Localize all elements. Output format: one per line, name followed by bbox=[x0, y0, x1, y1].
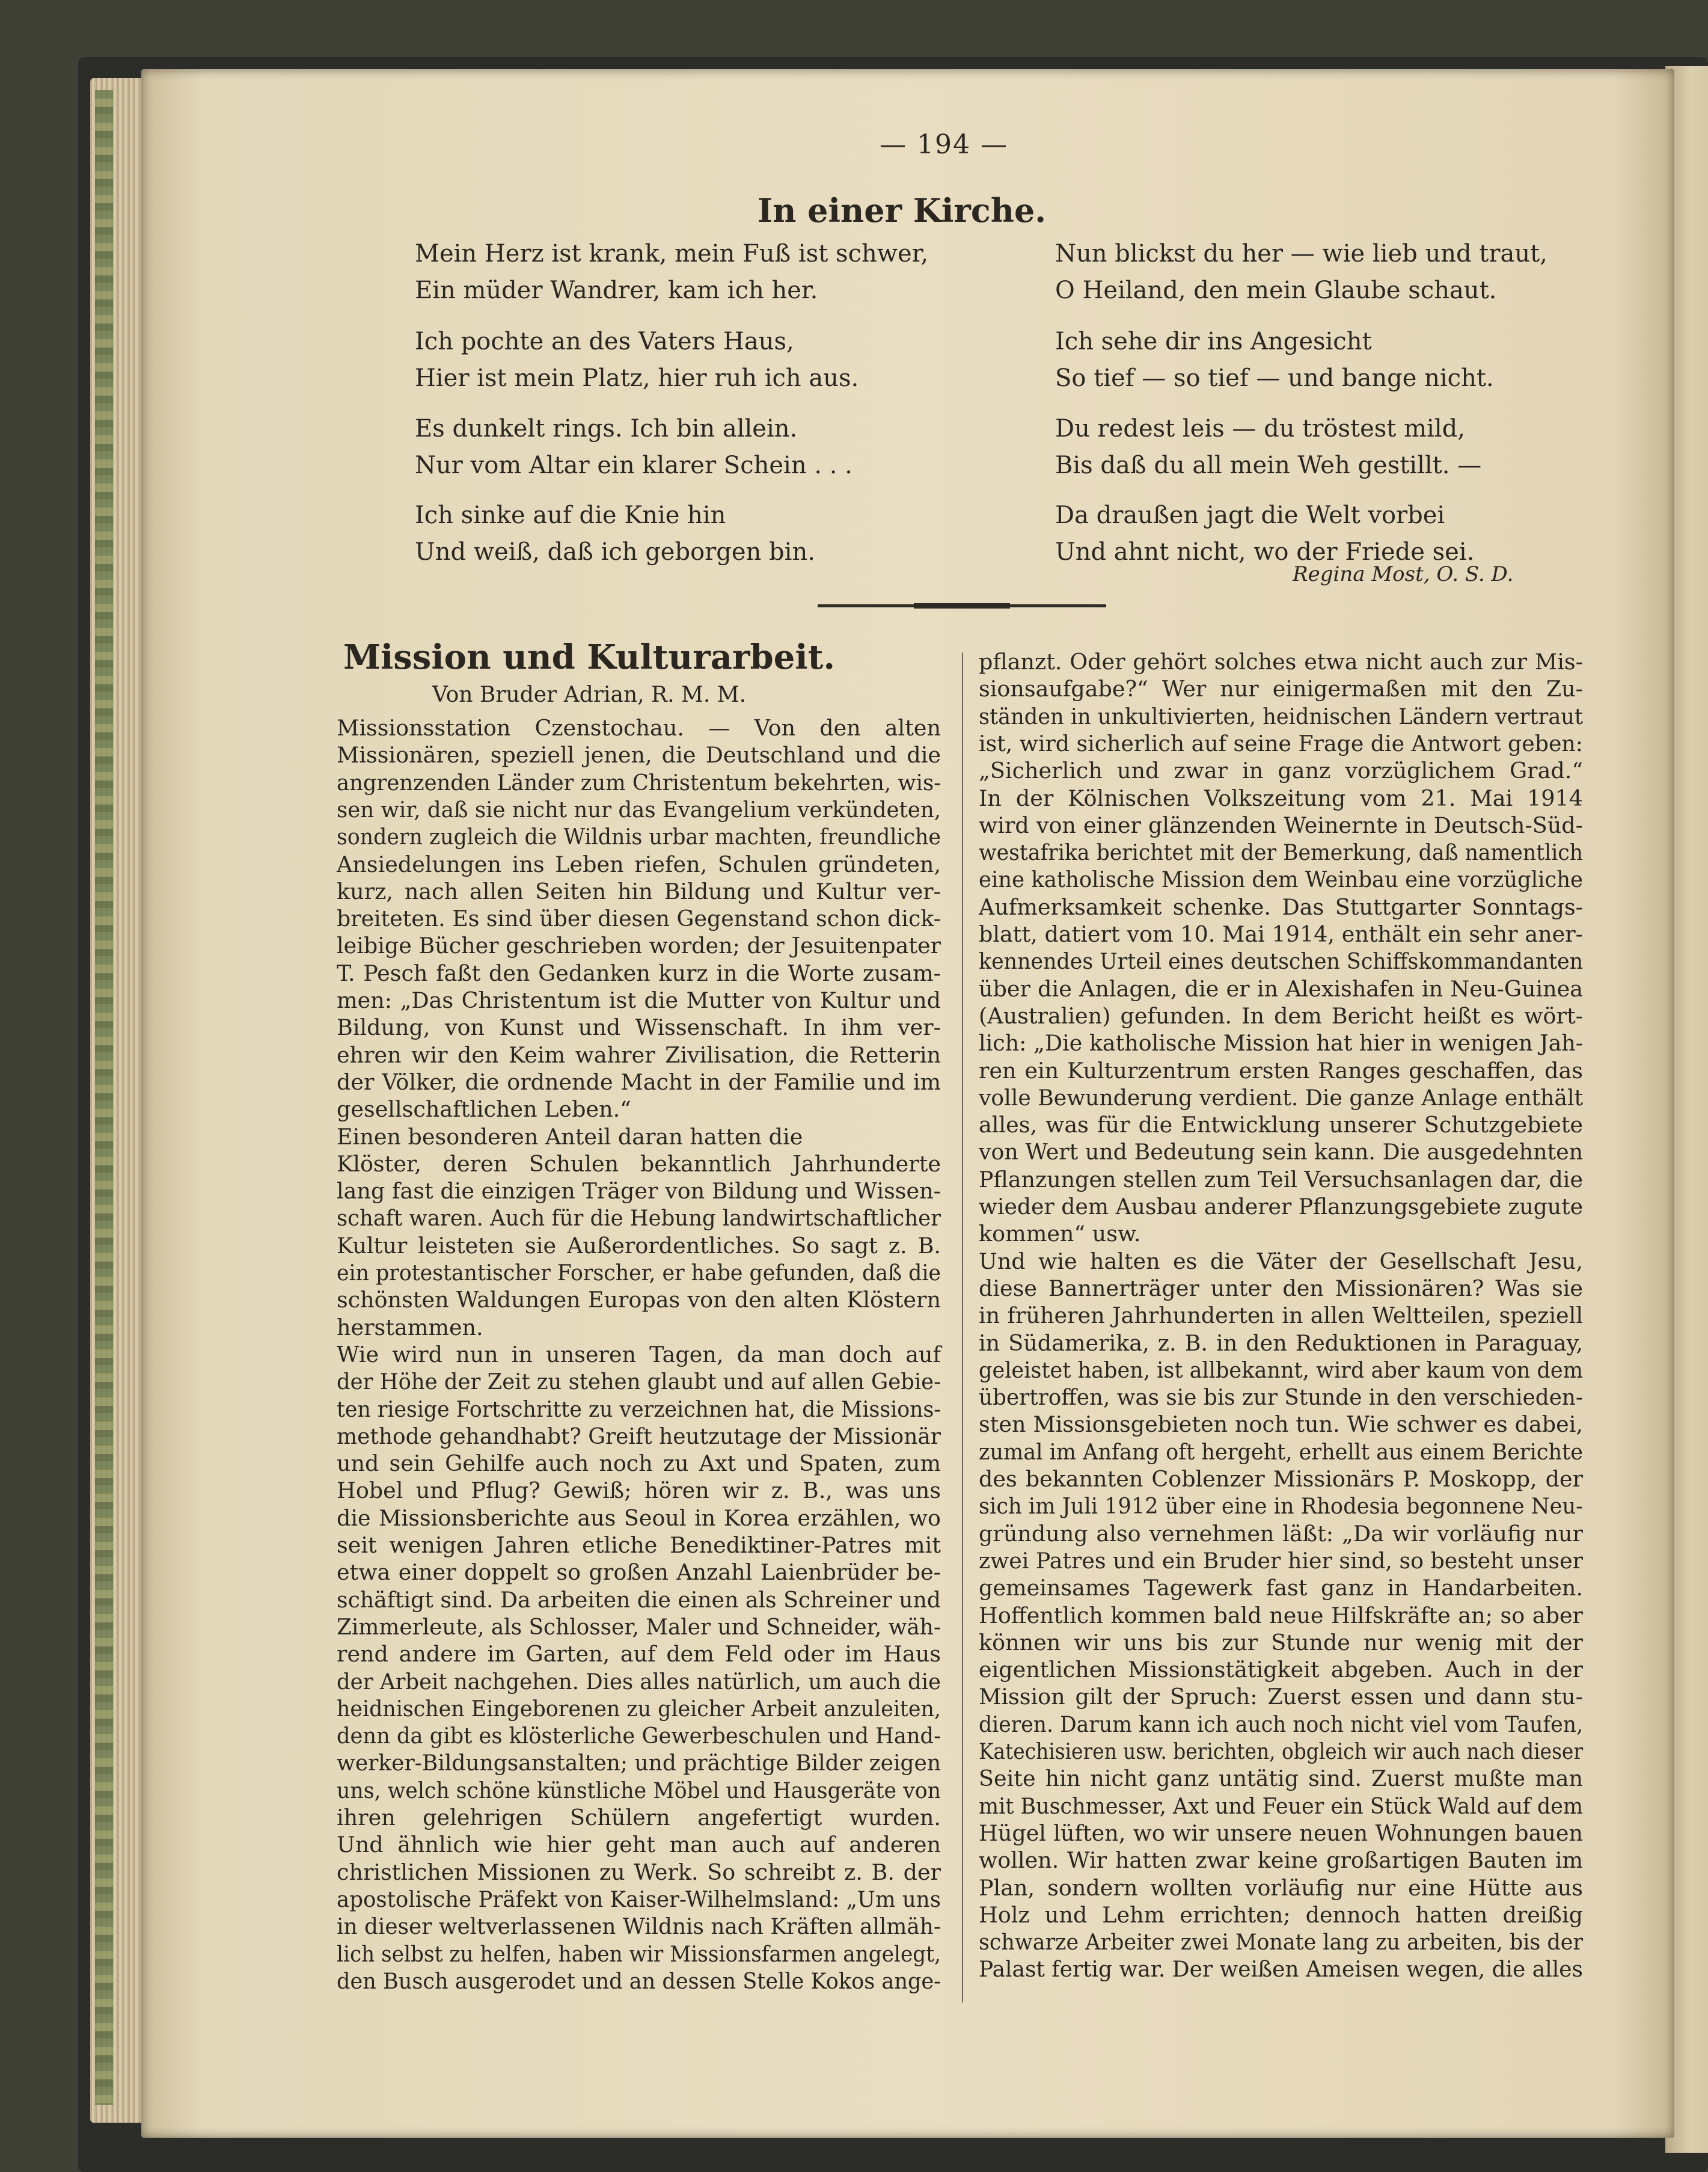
article-text-line: Missionären, speziell jenen, die Deutschland und die bbox=[337, 742, 941, 768]
page-number: — 194 — bbox=[880, 129, 1008, 160]
article-text-line: und sein Gehilfe auch noch zu Axt und Spaten, zum bbox=[337, 1450, 941, 1477]
article-text-line: Holz und Lehm errichten; dennoch hatten dreißig bbox=[979, 1901, 1583, 1928]
poem-line: Nun blickst du her — wie lieb und traut, bbox=[1055, 240, 1547, 268]
article-text-line: kennendes Urteil eines deutschen Schiffskommandanten bbox=[979, 948, 1583, 975]
article-text-line: dieren. Darum kann ich auch noch nicht viel vom Taufen, bbox=[979, 1711, 1583, 1737]
poem-stanza-right-2 bbox=[1055, 324, 1494, 397]
poem-line: Ich sinke auf die Knie hin bbox=[415, 502, 726, 529]
article-text-line: christlichen Missionen zu Werk. So schreibt z. B. der bbox=[337, 1859, 941, 1885]
article-text-line: Einen besonderen Anteil daran hatten die bbox=[337, 1123, 803, 1150]
marbled-spine bbox=[95, 90, 113, 2105]
article-text-line: eine katholische Mission dem Weinbau eine vorzügliche bbox=[979, 867, 1583, 893]
poem-line: Es dunkelt rings. Ich bin allein. bbox=[415, 415, 798, 443]
article-text-line: sondern zugleich die Wildnis urbar machten, freundliche bbox=[337, 824, 941, 850]
article-text-line: zwei Patres und ein Bruder hier sind, so besteht unser bbox=[979, 1547, 1583, 1574]
poem-line: Nur vom Altar ein klarer Schein . . . bbox=[415, 452, 852, 479]
article-text-line: herstammen. bbox=[337, 1314, 483, 1340]
poem-line: Mein Herz ist krank, mein Fuß ist schwer, bbox=[415, 240, 929, 268]
poem-line: Und weiß, daß ich geborgen bin. bbox=[415, 538, 815, 566]
poem-stanza-left-2 bbox=[415, 324, 859, 397]
article-text-line: den Busch ausgerodet und an dessen Stelle Kokos ange- bbox=[337, 1968, 941, 1994]
article-text-line: von Wert und Bedeutung sein kann. Die ausgedehnten bbox=[979, 1139, 1584, 1165]
article-text-line: Hügel lüften, wo wir unsere neuen Wohnungen bauen bbox=[979, 1820, 1583, 1846]
article-text-line: Hoffentlich kommen bald neue Hilfskräfte an; so aber bbox=[979, 1602, 1584, 1628]
article-text-line: leibige Bücher geschrieben worden; der Jesuitenpater bbox=[337, 933, 941, 959]
article-text-line: Missionsstation Czenstochau. — Von den alten bbox=[337, 715, 941, 741]
article-text-line: pflanzt. Oder gehört solches etwa nicht auch zur Mis- bbox=[979, 649, 1583, 675]
article-text-line: Zimmerleute, als Schlosser, Maler und Schneider, wäh- bbox=[337, 1613, 941, 1640]
poem-line: Ich sehe dir ins Angesicht bbox=[1055, 328, 1372, 355]
article-text-line: Wie wird nun in unseren Tagen, da man doch auf bbox=[337, 1341, 941, 1367]
article-text-line: werker-Bildungsanstalten; und prächtige Bilder zeigen bbox=[337, 1750, 941, 1776]
article-text-line: des bekannten Coblenzer Missionärs P. Moskopp, der bbox=[979, 1466, 1584, 1492]
article-byline: Von Bruder Adrian, R. M. M. bbox=[432, 683, 747, 707]
article-text-line: sen wir, daß sie nicht nur das Evangelium verkündeten, bbox=[337, 796, 941, 823]
article-text-line: Und wie halten es die Väter der Gesellschaft Jesu, bbox=[979, 1248, 1584, 1274]
article-text-line: Ansiedelungen ins Leben riefen, Schulen gründeten, bbox=[337, 851, 941, 877]
article-text-line: Kultur leisteten sie Außerordentliches. So sagt z. B. bbox=[337, 1232, 941, 1259]
article-title: Mission und Kulturarbeit. bbox=[343, 637, 835, 677]
poem-line: Und ahnt nicht, wo der Friede sei. bbox=[1055, 538, 1475, 566]
article-text-line: sich im Juli 1912 über eine in Rhodesia begonnene Neu- bbox=[979, 1493, 1584, 1520]
article-text-line: der Arbeit nachgehen. Dies alles natürlich, um auch die bbox=[337, 1668, 941, 1695]
article-text-line: der Völker, die ordnende Macht in der Familie und im bbox=[337, 1069, 941, 1095]
article-text-line: breiteten. Es sind über diesen Gegenstand schon dick- bbox=[337, 906, 941, 932]
article-text-line: volle Bewunderung verdient. Die ganze Anlage enthält bbox=[979, 1084, 1584, 1111]
article-text-line: kurz, nach allen Seiten hin Bildung und Kultur ver- bbox=[337, 878, 941, 904]
article-text-line: zumal im Anfang oft hergeht, erhellt aus einem Berichte bbox=[979, 1438, 1583, 1465]
poem-stanza-right-3 bbox=[1055, 411, 1481, 484]
article-text-line: blatt, datiert vom 10. Mai 1914, enthält ein sehr aner- bbox=[979, 921, 1583, 947]
article-text-line: men: „Das Christentum ist die Mutter von Kultur und bbox=[337, 987, 941, 1013]
article-text-line: Mission gilt der Spruch: Zuerst essen und dann stu- bbox=[979, 1684, 1584, 1710]
article-text-line: über die Anlagen, die er in Alexishafen in Neu-Guinea bbox=[979, 975, 1584, 1002]
article-text-line: ist, wird sicherlich auf seine Frage die Antwort geben: bbox=[979, 730, 1583, 756]
article-text-line: ihren gelehrigen Schülern angefertigt wurden. bbox=[337, 1805, 941, 1830]
article-text-line: Hobel und Pflug? Gewiß; hören wir z. B., was uns bbox=[337, 1477, 941, 1504]
poem-line: So tief — so tief — und bange nicht. bbox=[1055, 364, 1494, 392]
article-text-line: uns, welch schöne künstliche Möbel und Hausgeräte von bbox=[337, 1777, 941, 1803]
article-text-line: sionsaufgabe?“ Wer nur einigermaßen mit den Zu- bbox=[979, 676, 1584, 702]
article-text-line: In der Kölnischen Volkszeitung vom 21. Mai 1914 bbox=[979, 785, 1583, 811]
section-divider-ornament bbox=[914, 603, 1010, 609]
article-text-line: die Missionsberichte aus Seoul in Korea erzählen, wo bbox=[337, 1505, 941, 1531]
article-text-line: können wir uns bis zur Stunde nur wenig mit der bbox=[979, 1629, 1583, 1655]
article-text-line: Pflanzungen stellen zum Teil Versuchsanlagen dar, die bbox=[979, 1166, 1584, 1192]
article-text-line: schaft waren. Auch für die Hebung landwirtschaftlicher bbox=[337, 1205, 941, 1232]
article-text-line: schönsten Waldungen Europas von den alten Klöstern bbox=[337, 1287, 941, 1313]
article-text-line: „Sicherlich und zwar in ganz vorzüglichem Grad.“ bbox=[979, 758, 1584, 784]
article-text-line: westafrika berichtet mit der Bemerkung, daß namentlich bbox=[979, 839, 1583, 866]
article-text-line: diese Bannerträger unter den Missionären? Was sie bbox=[979, 1275, 1583, 1301]
article-text-line: rend andere im Garten, auf dem Feld oder im Haus bbox=[337, 1641, 941, 1667]
article-text-line: ten riesige Fortschritte zu verzeichnen hat, die Missions- bbox=[337, 1396, 941, 1422]
article-text-line: eigentlichen Missionstätigkeit abgeben. Auch in der bbox=[979, 1657, 1584, 1683]
article-text-line: Katechisieren usw. berichten, obgleich wir auch nach dieser bbox=[979, 1738, 1584, 1764]
article-text-line: Und ähnlich wie hier geht man auch auf anderen bbox=[337, 1832, 941, 1858]
article-text-line: seit wenigen Jahren etliche Benediktiner-Patres mit bbox=[337, 1532, 941, 1558]
article-text-line: lich: „Die katholische Mission hat hier in wenigen Jah- bbox=[979, 1030, 1584, 1057]
article-text-line: gründung also vernehmen läßt: „Da wir vorläufig nur bbox=[979, 1520, 1583, 1547]
article-text-line: gemeinsames Tagewerk fast ganz in Handarbeiten. bbox=[979, 1575, 1584, 1601]
column-divider bbox=[962, 652, 963, 2002]
article-text-line: sten Missionsgebieten noch tun. Wie schwer es dabei, bbox=[979, 1411, 1583, 1438]
article-text-line: gesellschaftlichen Leben.“ bbox=[337, 1096, 631, 1123]
poem-stanza-left-3 bbox=[415, 411, 852, 484]
article-text-line: lich selbst zu helfen, haben wir Missionsfarmen angelegt, bbox=[337, 1940, 941, 1967]
article-text-line: geleistet haben, ist allbekannt, wird aber kaum von dem bbox=[979, 1357, 1583, 1383]
article-text-line: Plan, sondern wollten vorläufig nur eine Hütte aus bbox=[979, 1874, 1583, 1901]
article-text-line: lang fast die einzigen Träger von Bildung und Wissen- bbox=[337, 1178, 941, 1204]
article-text-line: mit Buschmesser, Axt und Feuer ein Stück Wald auf dem bbox=[979, 1793, 1584, 1819]
article-text-line: der Höhe der Zeit zu stehen glaubt und auf allen Gebie- bbox=[337, 1369, 941, 1395]
poem-line: Ein müder Wandrer, kam ich her. bbox=[415, 277, 818, 304]
article-text-line: wird von einer glänzenden Weinernte in Deutsch-Süd- bbox=[979, 812, 1583, 838]
article-text-line: Palast fertig war. Der weißen Ameisen wegen, die alles bbox=[979, 1956, 1583, 1983]
poem-signature: Regina Most, O. S. D. bbox=[1293, 562, 1514, 586]
article-text-line: in Südamerika, z. B. in den Reduktionen in Paraguay, bbox=[979, 1330, 1583, 1356]
article-text-line: kommen“ usw. bbox=[979, 1221, 1141, 1247]
article-text-line: wollen. Wir hatten zwar keine großartigen Bauten im bbox=[979, 1847, 1583, 1874]
article-text-line: angrenzenden Länder zum Christentum bekehrten, wis- bbox=[337, 769, 941, 796]
article-text-line: denn da gibt es klösterliche Gewerbeschulen und Hand- bbox=[337, 1723, 941, 1749]
article-text-line: ständen in unkultivierten, heidnischen Ländern vertraut bbox=[979, 703, 1584, 729]
article-text-line: ein protestantischer Forscher, er habe gefunden, daß die bbox=[337, 1260, 941, 1286]
poem-line: Bis daß du all mein Weh gestillt. — bbox=[1055, 452, 1482, 479]
poem-line: Ich pochte an des Vaters Haus, bbox=[415, 328, 794, 355]
poem-stanza-left-1 bbox=[415, 236, 928, 309]
article-text-line: ren ein Kulturzentrum ersten Ranges geschaffen, das bbox=[979, 1057, 1583, 1084]
article-text-line: übertroffen, was sie bis zur Stunde in den verschieden- bbox=[979, 1384, 1584, 1411]
article-text-line: apostolische Präfekt von Kaiser-Wilhelmsland: „Um uns bbox=[337, 1886, 941, 1912]
article-text-line: Aufmerksamkeit schenke. Das Stuttgarter Sonntags- bbox=[979, 894, 1584, 920]
poem-line: Da draußen jagt die Welt vorbei bbox=[1055, 502, 1445, 529]
poem-line: Du redest leis — du tröstest mild, bbox=[1055, 415, 1465, 443]
poem-stanza-right-1 bbox=[1055, 236, 1547, 309]
article-text-line: heidnischen Eingeborenen zu gleicher Arbeit anzuleiten, bbox=[337, 1695, 941, 1722]
poem-stanza-left-4 bbox=[415, 497, 815, 571]
article-text-line: Klöster, deren Schulen bekanntlich Jahrhunderte bbox=[337, 1150, 941, 1177]
poem-title: In einer Kirche. bbox=[757, 191, 1047, 230]
article-text-line: in früheren Jahrhunderten in allen Weltteilen, speziell bbox=[979, 1302, 1583, 1329]
article-text-line: Seite hin nicht ganz untätig sind. Zuerst mußte man bbox=[979, 1766, 1583, 1792]
article-text-line: in dieser weltverlassenen Wildnis nach Kräften allmäh- bbox=[337, 1913, 941, 1940]
article-text-line: alles, was für die Entwicklung unserer Schutzgebiete bbox=[979, 1112, 1583, 1138]
article-text-line: (Australien) gefunden. In dem Bericht heißt es wört- bbox=[979, 1002, 1583, 1029]
article-text-line: wieder dem Ausbau anderer Pflanzungsgebiete zugute bbox=[979, 1194, 1584, 1219]
article-text-line: etwa einer doppelt so großen Anzahl Laienbrüder be- bbox=[337, 1559, 941, 1586]
poem-stanza-right-4 bbox=[1055, 497, 1474, 571]
article-text-line: schwarze Arbeiter zwei Monate lang zu arbeiten, bis der bbox=[979, 1929, 1584, 1956]
poem-line: O Heiland, den mein Glaube schaut. bbox=[1055, 277, 1497, 304]
article-text-line: schäftigt sind. Da arbeiten die einen als Schreiner und bbox=[337, 1586, 941, 1613]
article-text-line: methode gehandhabt? Greift heutzutage der Missionär bbox=[337, 1423, 941, 1449]
article-text-line: ehren wir den Keim wahrer Zivilisation, die Retterin bbox=[337, 1042, 941, 1068]
poem-line: Hier ist mein Platz, hier ruh ich aus. bbox=[415, 364, 859, 392]
article-text-line: T. Pesch faßt den Gedanken kurz in die Worte zusam- bbox=[337, 960, 941, 986]
article-text-line: Bildung, von Kunst und Wissenschaft. In ihm ver- bbox=[337, 1014, 941, 1041]
